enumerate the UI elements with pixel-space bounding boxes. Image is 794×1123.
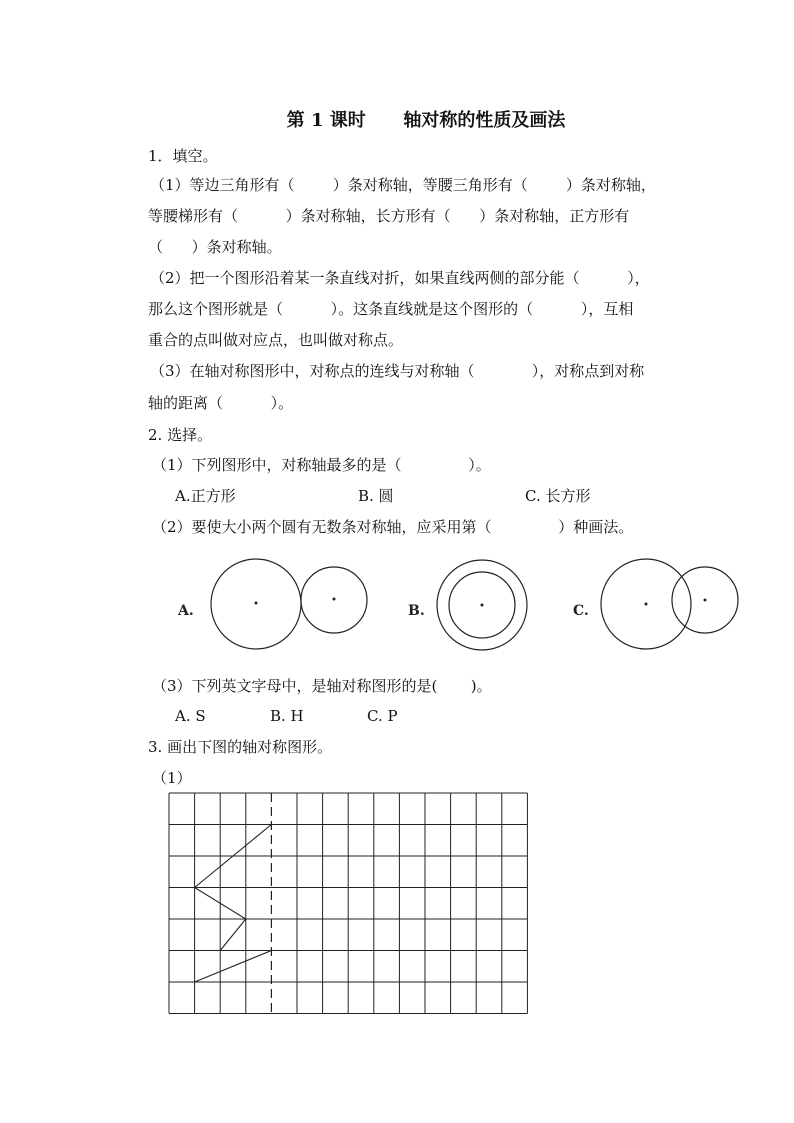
- letter-option-a: A. S: [175, 707, 206, 725]
- figure-b-center-dot: [481, 604, 484, 607]
- question-1-part-1-line-2: 等腰梯形有（ ）条对称轴，长方形有（ ）条对称轴，正方形有: [148, 207, 630, 225]
- question-2-part-2: （2）要使大小两个圆有无数条对称轴，应采用第（ ）种画法。: [152, 518, 634, 536]
- figure-a-center-dot: [255, 602, 258, 605]
- question-2-part-1: （1）下列图形中，对称轴最多的是（ ）。: [152, 456, 491, 474]
- figure-c-center-dot: [645, 603, 648, 606]
- question-1-part-1-line-1: （1）等边三角形有（ ）条对称轴，等腰三角形有（ ）条对称轴，: [150, 176, 656, 194]
- figure-a-small-center-dot: [333, 598, 336, 601]
- circle-figures: [170, 552, 750, 657]
- figure-label-c: C.: [573, 603, 589, 619]
- drawing-grid[interactable]: [160, 785, 540, 1025]
- half-shape-polyline: [195, 825, 272, 983]
- option-b: B. 圆: [358, 487, 394, 505]
- question-1-part-1-line-3: （ ）条对称轴。: [148, 238, 282, 256]
- letter-option-b: B. H: [270, 707, 304, 725]
- question-1-part-2-line-1: （2）把一个图形沿着某一条直线对折，如果直线两侧的部分能（ ），: [150, 269, 650, 287]
- figure-label-a: A.: [178, 603, 194, 619]
- question-1-part-3-line-2: 轴的距离（ ）。: [148, 394, 294, 412]
- letter-option-c: C. P: [367, 707, 398, 725]
- question-1-part-3-line-1: （3）在轴对称图形中，对称点的连线与对称轴（ ），对称点到对称: [150, 362, 645, 380]
- question-1-part-2-line-2: 那么这个图形就是（ ）。这条直线就是这个图形的（ ），互相: [148, 300, 634, 318]
- figure-c-small-center-dot: [704, 599, 707, 602]
- question-1-part-2-line-3: 重合的点叫做对应点，也叫做对称点。: [148, 331, 404, 349]
- question-3-heading: 3. 画出下图的轴对称图形。: [148, 738, 333, 756]
- question-2-heading: 2. 选择。: [148, 426, 213, 444]
- question-2-part-3: （3）下列英文字母中，是轴对称图形的是( )。: [152, 677, 492, 695]
- question-3-sub-label: （1）: [152, 769, 192, 787]
- option-a: A.正方形: [175, 487, 236, 505]
- option-c: C. 长方形: [525, 487, 591, 505]
- question-1-heading: 1．填空。: [148, 147, 218, 165]
- figure-label-b: B.: [408, 603, 425, 619]
- page-title: 第 1 课时 轴对称的性质及画法: [286, 110, 566, 131]
